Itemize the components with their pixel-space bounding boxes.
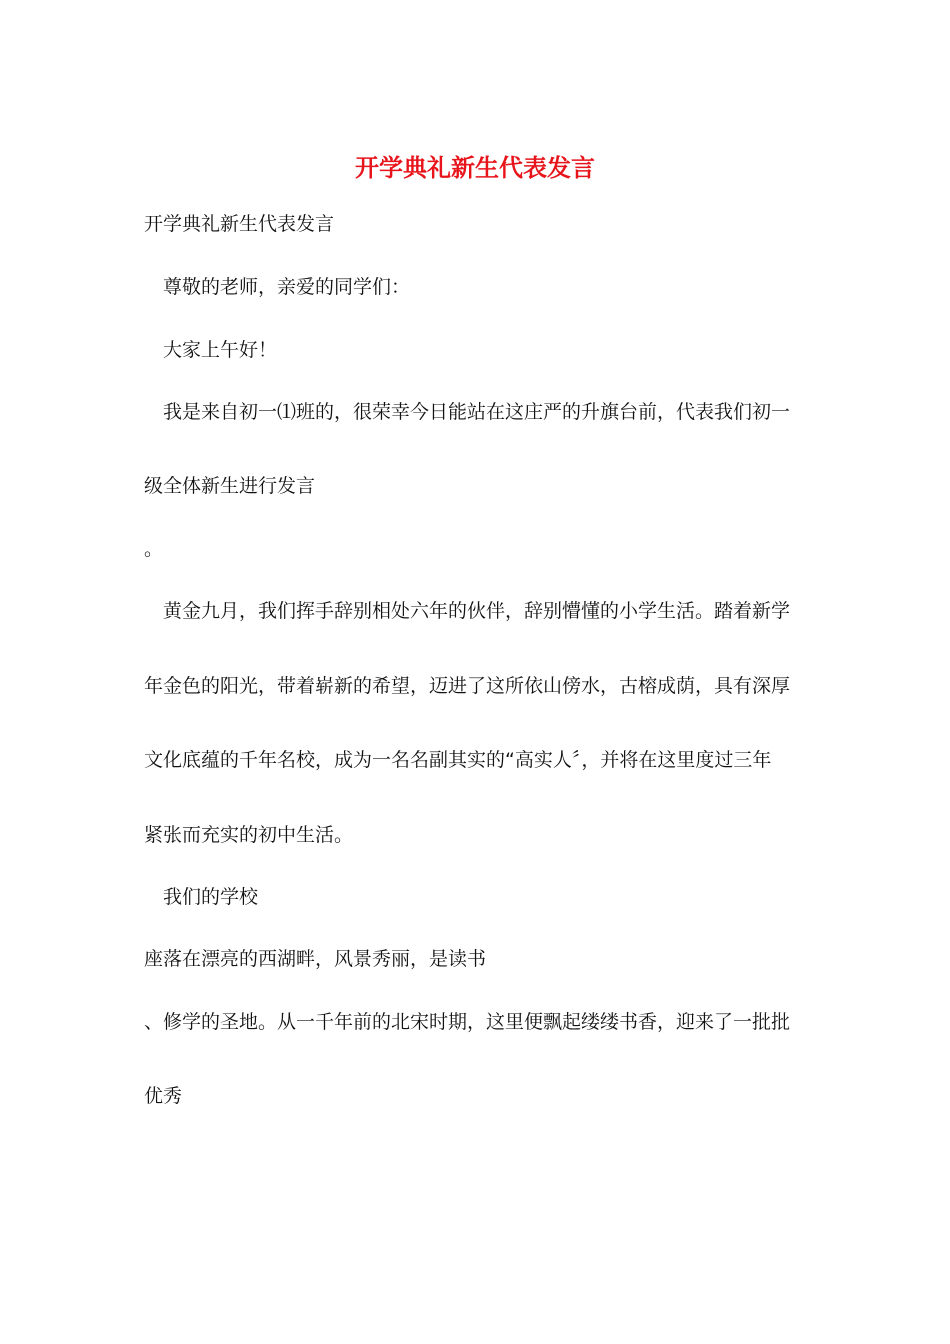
body-line-greeting: 大家上午好！ [163, 339, 278, 361]
body-line-heading: 开学典礼新生代表发言 [144, 213, 335, 235]
body-line-paragraph-2-end: 紧张而充实的初中生活。 [144, 824, 354, 846]
body-line-paragraph-2-cont-1: 年金色的阳光，带着崭新的希望，迈进了这所依山傍水，古榕成荫，具有深厚 [144, 675, 791, 697]
body-line-paragraph-3-cont-3: 优秀 [144, 1085, 183, 1107]
body-line-paragraph-1: 我是来自初一⑴班的，很荣幸今日能站在这庄严的升旗台前，代表我们初一 [163, 401, 791, 423]
body-line-paragraph-2: 黄金九月，我们挥手辞别相处六年的伙伴，辞别懵懂的小学生活。踏着新学 [163, 600, 791, 622]
body-line-paragraph-3-cont-1: 座落在漂亮的西湖畔，风景秀丽，是读书 [144, 948, 487, 970]
body-line-paragraph-1-cont: 级全体新生进行发言 [144, 475, 316, 497]
body-line-paragraph-2-cont-2: 文化底蕴的千年名校，成为一名名副其实的“高实人〞，并将在这里度过三年 [144, 749, 772, 771]
body-line-paragraph-3: 我们的学校 [163, 886, 259, 908]
body-line-salutation: 尊敬的老师，亲爱的同学们： [163, 276, 411, 298]
document-title: 开学典礼新生代表发言 [355, 153, 595, 182]
body-line-paragraph-3-cont-2: 、修学的圣地。从一千年前的北宋时期，这里便飘起缕缕书香，迎来了一批批 [144, 1011, 791, 1033]
body-line-paragraph-1-end: 。 [144, 538, 164, 560]
